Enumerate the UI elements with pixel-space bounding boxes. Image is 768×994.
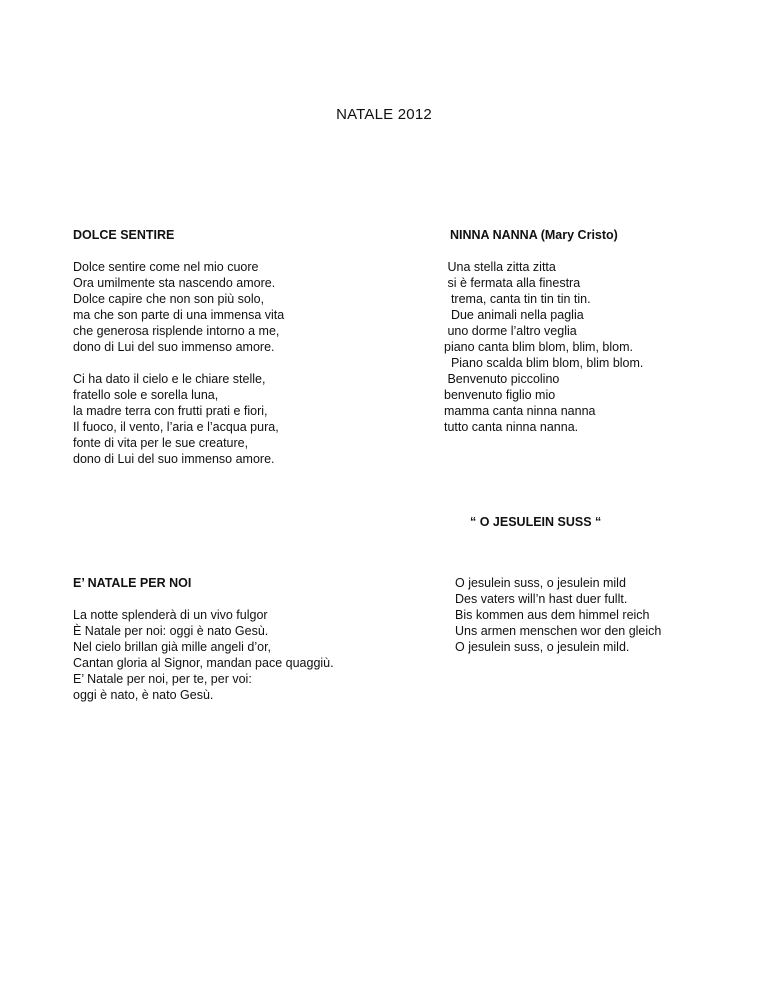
poem-line: fonte di vita per le sue creature, bbox=[73, 436, 249, 450]
poem-line: Il fuoco, il vento, l’aria e l’acqua pura, bbox=[73, 420, 279, 434]
poem-line: Benvenuto piccolino bbox=[444, 372, 560, 386]
poem-line: Nel cielo brillan già mille angeli d’or, bbox=[73, 640, 272, 654]
poem-stanza bbox=[455, 575, 661, 655]
poem-line: Ci ha dato il cielo e le chiare stelle, bbox=[73, 372, 266, 386]
document-title: NATALE 2012 bbox=[336, 106, 432, 123]
poem-title-jesulein: “ O JESULEIN SUSS “ bbox=[470, 515, 602, 529]
poem-natale-per-noi bbox=[73, 575, 334, 703]
poem-line: Uns armen menschen wor den gleich bbox=[455, 624, 662, 638]
poem-dolce-sentire bbox=[73, 227, 284, 467]
poem-line: Dolce sentire come nel mio cuore bbox=[73, 260, 259, 274]
poem-line: Cantan gloria al Signor, mandan pace quaggiù. bbox=[73, 656, 334, 670]
poem-line: dono di Lui del suo immenso amore. bbox=[73, 452, 275, 466]
poem-line: che generosa risplende intorno a me, bbox=[73, 324, 280, 338]
poem-line: fratello sole e sorella luna, bbox=[73, 388, 219, 402]
poem-line: la madre terra con frutti prati e fiori, bbox=[73, 404, 268, 418]
poem-line: Una stella zitta zitta bbox=[444, 260, 556, 274]
poem-stanza bbox=[73, 259, 284, 355]
poem-stanza bbox=[444, 259, 643, 435]
poem-line: Des vaters will’n hast duer fullt. bbox=[455, 592, 628, 606]
poem-line: mamma canta ninna nanna bbox=[444, 404, 596, 418]
poem-line: dono di Lui del suo immenso amore. bbox=[73, 340, 275, 354]
poem-line: oggi è nato, è nato Gesù. bbox=[73, 688, 214, 702]
poem-line: Piano scalda blim blom, blim blom. bbox=[444, 356, 644, 370]
poem-line: ma che son parte di una immensa vita bbox=[73, 308, 285, 322]
poem-line: tutto canta ninna nanna. bbox=[444, 420, 579, 434]
poem-line: piano canta blim blom, blim, blom. bbox=[444, 340, 633, 354]
poem-stanza bbox=[73, 607, 334, 703]
poem-line: Ora umilmente sta nascendo amore. bbox=[73, 276, 276, 290]
poem-line: Dolce capire che non son più solo, bbox=[73, 292, 265, 306]
poem-title: DOLCE SENTIRE bbox=[73, 228, 175, 242]
poem-line: Bis kommen aus dem himmel reich bbox=[455, 608, 650, 622]
poem-line: Due animali nella paglia bbox=[444, 308, 584, 322]
poem-line: uno dorme l’altro veglia bbox=[444, 324, 577, 338]
poem-line: trema, canta tin tin tin tin. bbox=[444, 292, 591, 306]
poem-title: E’ NATALE PER NOI bbox=[73, 576, 192, 590]
poem-line: O jesulein suss, o jesulein mild bbox=[455, 576, 626, 590]
poem-line: si è fermata alla finestra bbox=[444, 276, 581, 290]
poem-line: E’ Natale per noi, per te, per voi: bbox=[73, 672, 252, 686]
poem-stanza bbox=[73, 371, 284, 467]
poem-line: La notte splenderà di un vivo fulgor bbox=[73, 608, 268, 622]
poem-line: È Natale per noi: oggi è nato Gesù. bbox=[73, 624, 269, 638]
poem-line: O jesulein suss, o jesulein mild. bbox=[455, 640, 630, 654]
poem-line: benvenuto figlio mio bbox=[444, 388, 556, 402]
poem-title: NINNA NANNA (Mary Cristo) bbox=[450, 228, 618, 242]
poem-o-jesulein bbox=[455, 575, 661, 655]
poem-ninna-nanna bbox=[444, 227, 643, 435]
